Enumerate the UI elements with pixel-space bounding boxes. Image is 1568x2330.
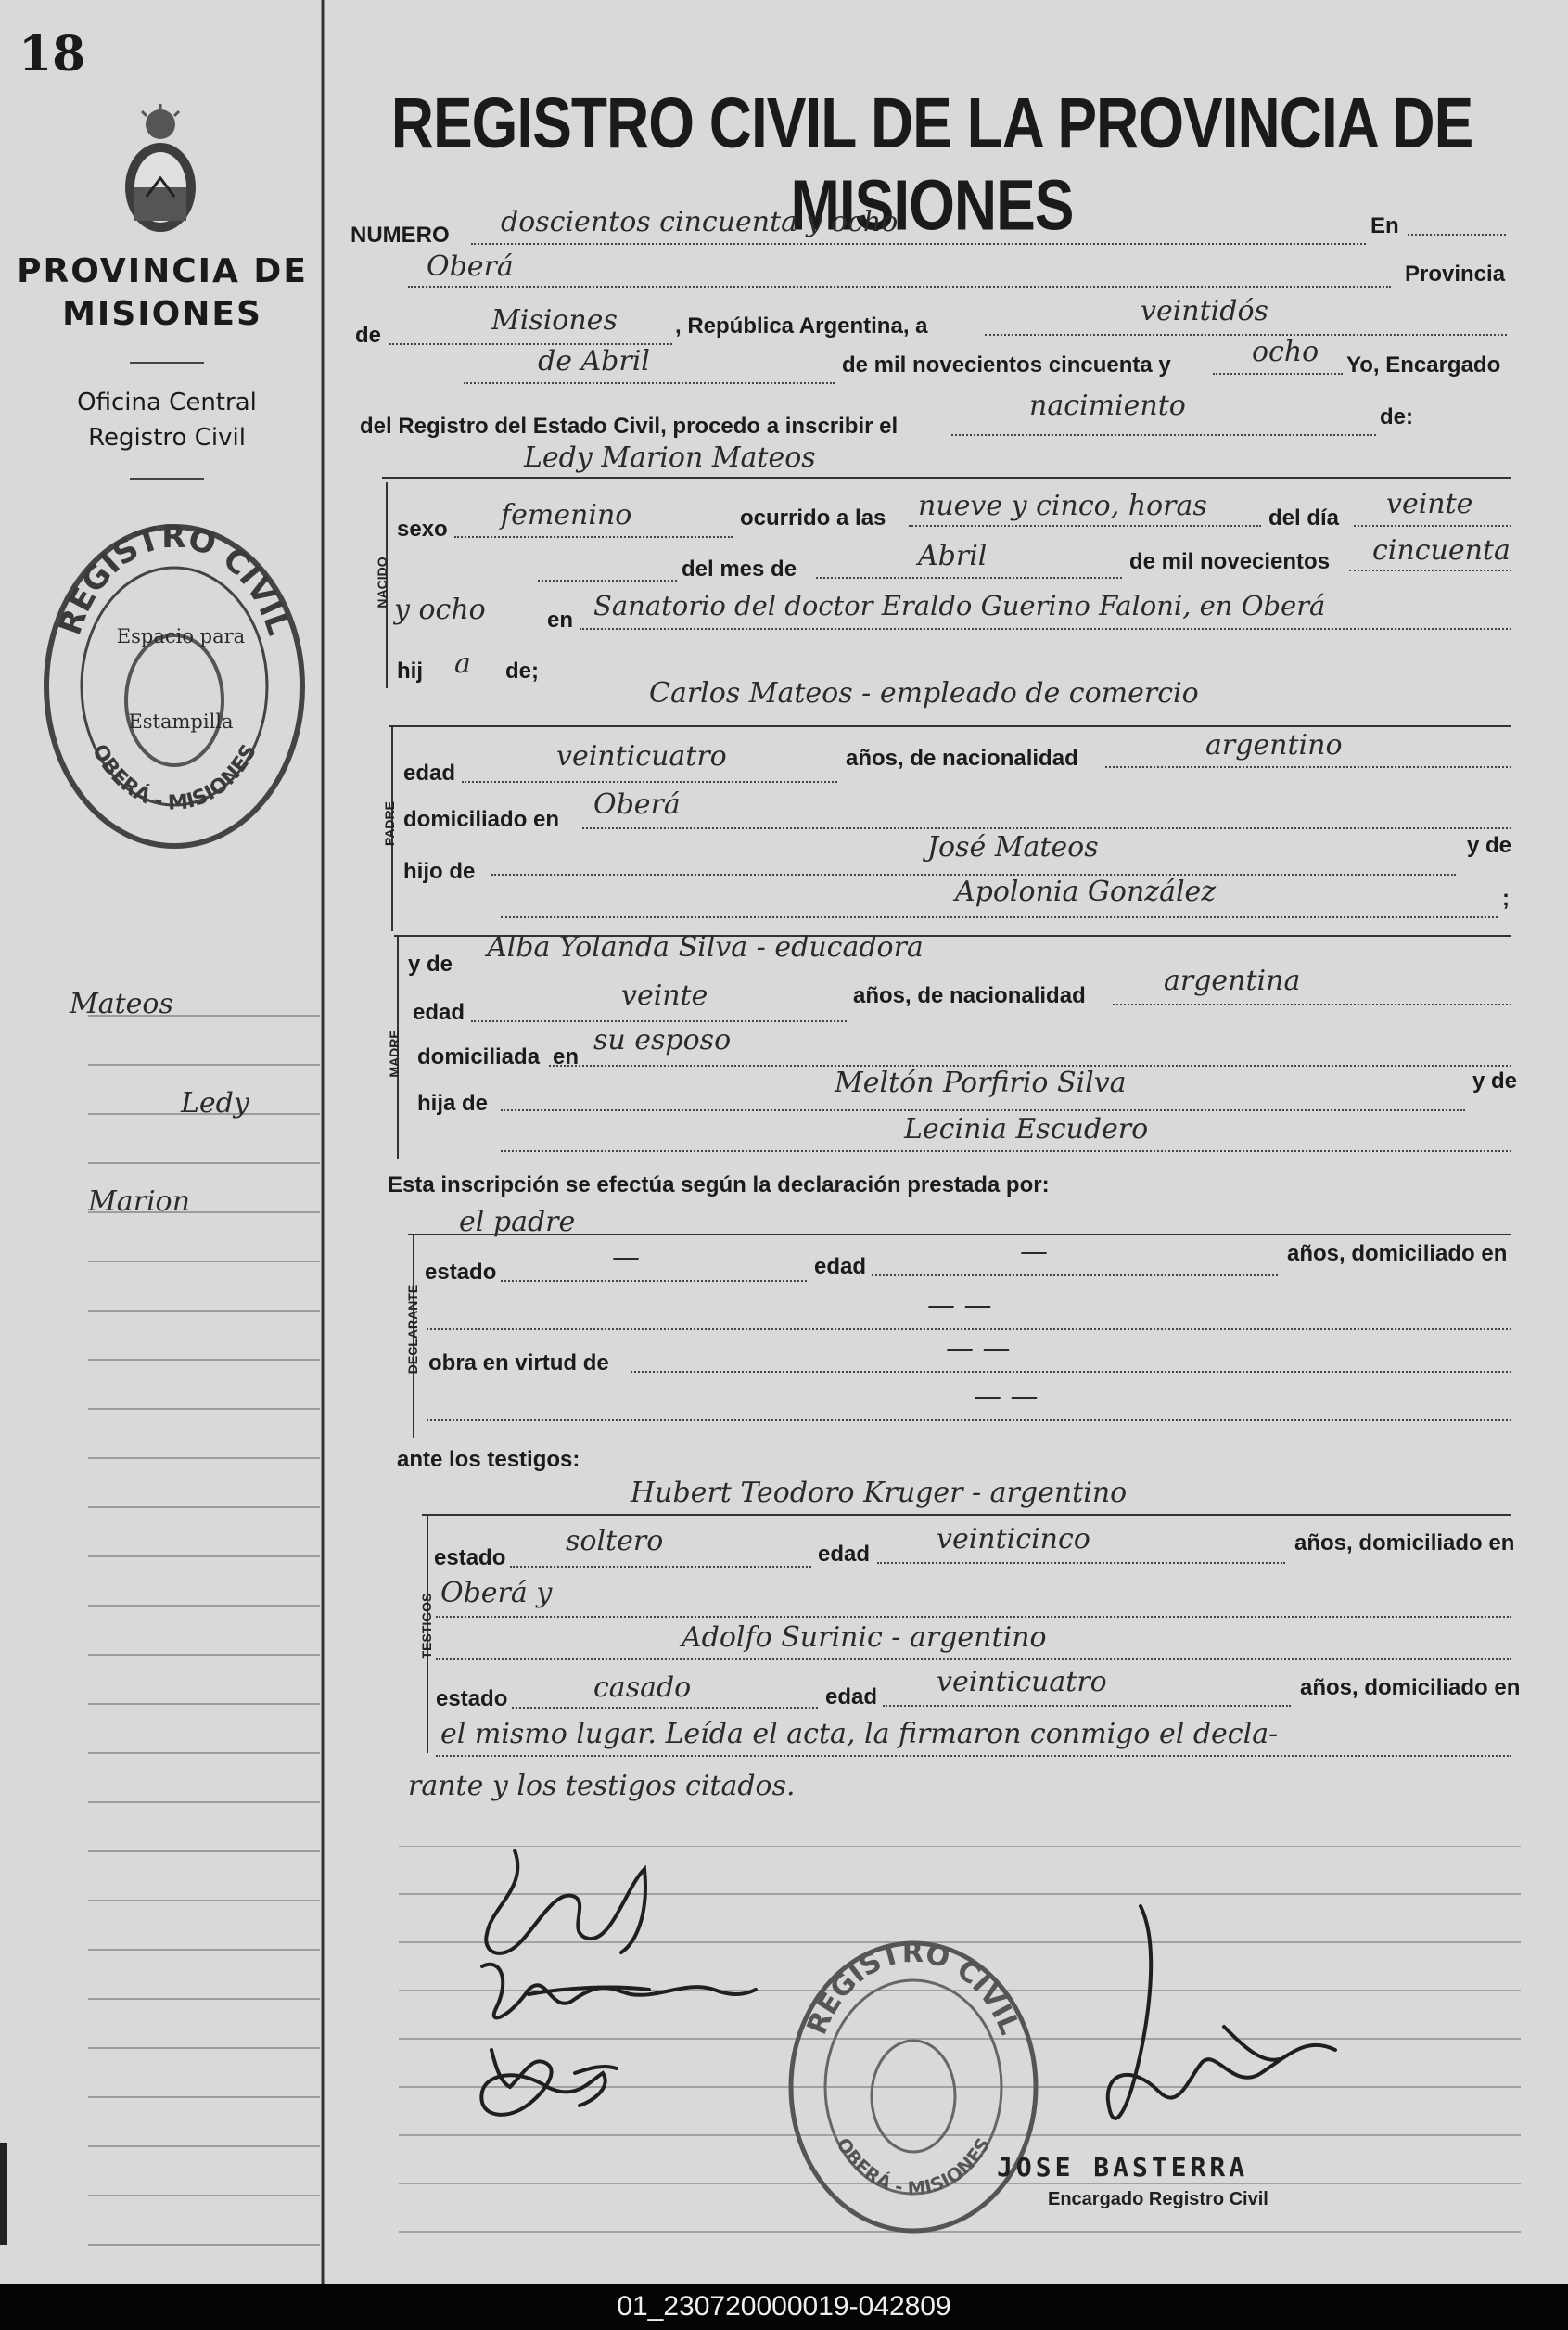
padre-section-label: PADRE bbox=[382, 801, 397, 846]
declarante-obra-value2: — — bbox=[974, 1380, 1039, 1413]
republica-label: , República Argentina, a bbox=[675, 314, 928, 339]
padre-madre-value: Apolonia González bbox=[955, 876, 1217, 908]
province-name: PROVINCIA DE MISIONES bbox=[17, 252, 308, 333]
hija-de-label: de; bbox=[505, 659, 539, 684]
madre-nacionalidad-value: argentina bbox=[1164, 965, 1301, 997]
encargado-title: Encargado Registro Civil bbox=[1048, 2189, 1268, 2209]
testigo2-nombre: Adolfo Surinic - argentino bbox=[682, 1621, 1047, 1654]
de-colon-label: de: bbox=[1380, 404, 1413, 429]
padre-y-de-label: y de bbox=[1467, 833, 1512, 858]
registro-label: del Registro del Estado Civil, procedo a inscribir el bbox=[360, 414, 899, 439]
declarante-edad-value: — bbox=[1020, 1235, 1048, 1268]
testigo1-signature bbox=[482, 1965, 756, 2018]
testigo2-anios-label: años, domiciliado en bbox=[1300, 1675, 1521, 1700]
nacido-anio-value: cincuenta bbox=[1372, 534, 1511, 567]
edge-mark bbox=[0, 2143, 7, 2245]
nacido-dia-value: veinte bbox=[1386, 488, 1473, 520]
svg-text:REGISTRO CIVIL: REGISTRO CIVIL bbox=[800, 1936, 1026, 2040]
padre-padre-value: José Mateos bbox=[927, 831, 1099, 864]
horas-value: nueve y cinco, horas bbox=[918, 490, 1207, 522]
margin-surname: Mateos bbox=[70, 988, 173, 1020]
testigo2-edad-value: veinticuatro bbox=[937, 1666, 1107, 1698]
testigo2-signature bbox=[481, 2050, 617, 2115]
testigo1-nombre: Hubert Teodoro Kruger - argentino bbox=[631, 1477, 1128, 1509]
padre-domicilio-value: Oberá bbox=[593, 788, 681, 821]
page-number: 18 bbox=[19, 26, 86, 83]
ocurrido-label: ocurrido a las bbox=[740, 506, 886, 531]
testigo2-estado-value: casado bbox=[593, 1671, 692, 1704]
madre-domicilio-label: domiciliada bbox=[417, 1044, 541, 1069]
document-title: REGISTRO CIVIL DE LA PROVINCIA DE MISIONES bbox=[390, 83, 1473, 246]
anio-label: de mil novecientos cincuenta y bbox=[842, 352, 1171, 378]
divider bbox=[130, 478, 204, 480]
testigo2-edad-label: edad bbox=[825, 1684, 878, 1709]
de-label: de bbox=[355, 323, 382, 348]
madre-y-de-label2: y de bbox=[1472, 1069, 1518, 1094]
testigo2-estado-label: estado bbox=[436, 1686, 508, 1711]
madre-nacionalidad-label: años, de nacionalidad bbox=[853, 983, 1086, 1008]
padre-semicolon: ; bbox=[1502, 886, 1510, 911]
madre-madre-value: Lecinia Escudero bbox=[904, 1113, 1149, 1146]
nacido-section-label: NACIDO bbox=[375, 557, 389, 608]
declarante-section-label: DECLARANTE bbox=[405, 1284, 420, 1375]
stamp-space-label: Espacio para Estampilla bbox=[116, 625, 246, 733]
padre-domicilio-label: domiciliado en bbox=[403, 807, 560, 832]
madre-nombre-value: Alba Yolanda Silva - educadora bbox=[487, 931, 924, 964]
padre-edad-label: edad bbox=[403, 761, 456, 786]
office-name: Oficina Central Registro Civil bbox=[77, 389, 257, 452]
declarante-obra-label: obra en virtud de bbox=[428, 1351, 609, 1376]
madre-padre-value: Meltón Porfirio Silva bbox=[835, 1067, 1127, 1099]
hija-label: hij bbox=[397, 659, 423, 684]
lugar-value: Oberá bbox=[427, 250, 514, 283]
testigo2-domicilio: el mismo lugar. Leída el acta, la firmaron conmigo el decla- bbox=[440, 1718, 1279, 1750]
inscripto-value: Ledy Marion Mateos bbox=[524, 442, 816, 474]
dia-value: veintidós bbox=[1141, 295, 1268, 327]
declarante-domicilio-value: — — bbox=[927, 1289, 992, 1322]
nacido-en-label: en bbox=[547, 608, 574, 633]
encargado-signature bbox=[1108, 1906, 1335, 2119]
madre-section-label: MADRE bbox=[387, 1030, 402, 1078]
cierre-text: rante y los testigos citados. bbox=[408, 1770, 796, 1802]
numero-value: doscientos cincuenta y ocho bbox=[501, 206, 899, 238]
testigo1-estado-label: estado bbox=[434, 1545, 506, 1570]
bottom-registry-stamp bbox=[779, 1934, 1048, 2240]
margin-middle-name: Marion bbox=[88, 1185, 190, 1218]
madre-y-de-label: y de bbox=[408, 952, 453, 977]
en-label: En bbox=[1370, 213, 1399, 238]
madre-domicilio-prefix: en bbox=[553, 1044, 580, 1069]
declarante-anios-label: años, domiciliado en bbox=[1287, 1241, 1508, 1266]
declarante-estado-label: estado bbox=[425, 1260, 497, 1285]
numero-label: NUMERO bbox=[351, 223, 450, 248]
madre-domicilio-value: su esposo bbox=[593, 1024, 732, 1056]
testigo1-edad-label: edad bbox=[818, 1542, 871, 1567]
testigo1-edad-value: veinticinco bbox=[937, 1523, 1090, 1555]
madre-edad-label: edad bbox=[413, 1000, 465, 1025]
provincia-label: Provincia bbox=[1405, 262, 1506, 287]
testigos-intro: ante los testigos: bbox=[397, 1447, 580, 1472]
nacido-anio-value-cont: y ocho bbox=[394, 594, 486, 626]
hija-suffix: a bbox=[454, 647, 471, 680]
anio-value: ocho bbox=[1252, 336, 1319, 368]
declarante-obra-value: — — bbox=[946, 1332, 1011, 1364]
padre-nacionalidad-label: años, de nacionalidad bbox=[846, 746, 1078, 771]
padre-nacionalidad-value: argentino bbox=[1205, 729, 1343, 762]
sexo-value: femenino bbox=[501, 499, 632, 531]
declarante-nombre-value: el padre bbox=[459, 1206, 576, 1238]
padre-nombre-value: Carlos Mateos - empleado de comercio bbox=[649, 677, 1199, 710]
sexo-label: sexo bbox=[397, 517, 448, 542]
provincia-value: Misiones bbox=[491, 304, 618, 337]
padre-hijo-label: hijo de bbox=[403, 859, 476, 884]
madre-edad-value: veinte bbox=[621, 979, 708, 1012]
declarante-edad-label: edad bbox=[814, 1254, 867, 1279]
footer-id: 01_230720000019-042809 bbox=[0, 2284, 1568, 2330]
del-mes-label: del mes de bbox=[682, 557, 797, 582]
testigos-section-label: TESTIGOS bbox=[419, 1593, 434, 1659]
divider bbox=[130, 362, 204, 364]
nacido-mes-value: Abril bbox=[918, 540, 988, 572]
nacido-lugar-value: Sanatorio del doctor Eraldo Guerino Faloni, en Oberá bbox=[593, 590, 1326, 621]
testigo1-domicilio: Oberá y bbox=[440, 1577, 553, 1609]
acto-value: nacimiento bbox=[1029, 390, 1186, 422]
yo-encargado-label: Yo, Encargado bbox=[1346, 352, 1501, 378]
mes-value: de Abril bbox=[538, 345, 650, 378]
testigo1-anios-label: años, domiciliado en bbox=[1294, 1530, 1515, 1555]
margin-first-name: Ledy bbox=[181, 1087, 249, 1120]
padre-edad-value: veinticuatro bbox=[556, 740, 727, 773]
svg-text:OBERÁ - MISIONES: OBERÁ - MISIONES bbox=[86, 740, 261, 815]
declarante-estado-value: — bbox=[612, 1241, 640, 1274]
svg-text:OBERÁ - MISIONES: OBERÁ - MISIONES bbox=[832, 2133, 995, 2200]
declarante-intro: Esta inscripción se efectúa según la declaración prestada por: bbox=[388, 1172, 1050, 1197]
nacido-anio-label: de mil novecientos bbox=[1129, 549, 1331, 574]
declarante-signature bbox=[486, 1850, 645, 1953]
testigo1-estado-value: soltero bbox=[566, 1525, 664, 1557]
svg-text:REGISTRO CIVIL: REGISTRO CIVIL bbox=[51, 518, 298, 640]
sidebar-ruled-lines bbox=[0, 0, 334, 2284]
del-dia-label: del día bbox=[1268, 506, 1340, 531]
madre-hija-label: hija de bbox=[417, 1091, 489, 1116]
encargado-name: JOSE BASTERRA bbox=[997, 2152, 1249, 2183]
coat-of-arms-icon bbox=[109, 104, 211, 243]
